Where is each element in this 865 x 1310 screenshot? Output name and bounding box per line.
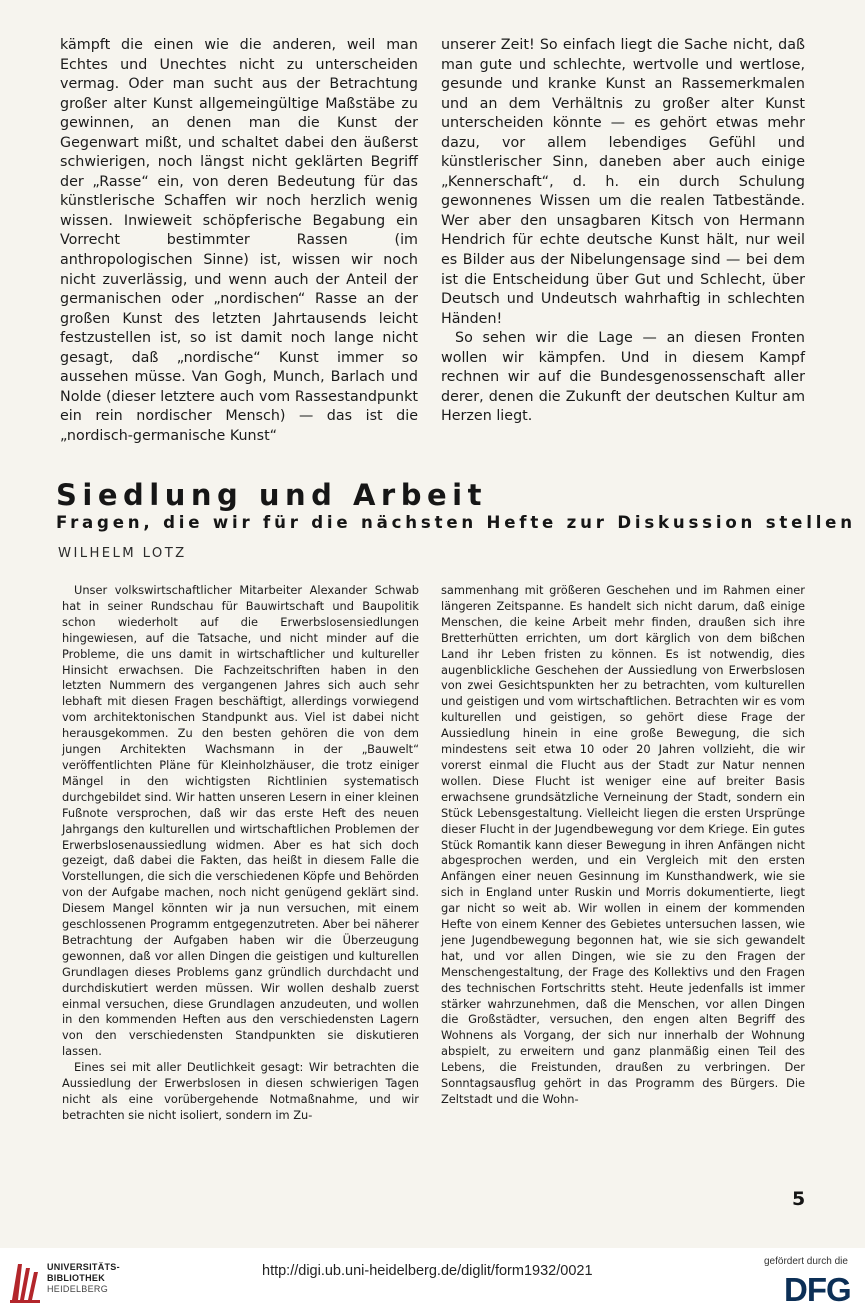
article-right-column (441, 583, 805, 1108)
article-right-paragraph-1: sammenhang mit größeren Geschehen und im Rahmen einer längeren Zeitspanne. Es handelt sich nicht darum, daß einige Menschen, die keine Arbeit mehr finden, draußen sich ihre Bretterhütten errichten, um dort kärglich von dem bißchen Land ihr Leben fristen zu können. Es ist notwendig, dies augenblickliche Geschehen der Aussiedlung von Erwerbslosen von zwei Gesichtspunkten her zu betrachten, vom kulturellen und geistigen und vom wirtschaftlichen. Betrachten wir es vom kulturellen und geistigen, so gehört diese Frage der Aussiedlung hinein in eine große Bewegung, die sich mindestens seit etwa 10 oder 20 Jahren vollzieht, die wir vorerst einmal die Flucht aus der Stadt zur Natur nennen wollen. Diese Flucht ist weniger eine auf breiter Basis erwachsene grundsätzliche Verneinung der Stadt, sondern ein Stück Lebensgestaltung. Vielleicht liegen die ersten Ursprünge dieser Flucht in der Jugendbewegung vor dem Kriege. Ein gutes Stück Romantik kann dieser Bewegung in ihren Anfängen nicht abgesprochen werden, und ein Vergleich mit den ersten Anfängen einer neuen Gesinnung im Kunsthandwerk, wie sie sich in England unter Ruskin und Morris dokumentierte, liegt gar nicht so weit ab. Wir wollen in einem der kommenden Hefte von einem Kenner des Gebietes untersuchen lassen, wie jene Jugendbewegung begonnen hat, wie sie sich gewandelt hat, und vor allen Dingen, wie sie zu den Fragen der Menschengestaltung, der Frage des Kollektivs und den Fragen des technischen Fortschritts steht. Heute jedenfalls ist immer stärker wahrzunehmen, daß die Menschen, vor allen Dingen die Großstädter, versuchen, den engen alten Begriff des Wohnens als Vorgang, der sich nur innerhalb der Wohnung abspielt, zu erweitern und ganz planmäßig einen Teil des Lebens, die Freistunden, draußen zu verbringen. Der Sonntagsausflug gehört in das Programm des Bürgers. Die Zeltstadt und die Wohn- (441, 583, 805, 1106)
library-logo-icon[interactable] (8, 1258, 42, 1304)
dfg-logo-text: DFG (784, 1271, 851, 1305)
library-name-line-1: UNIVERSITÄTS- (47, 1262, 120, 1272)
article-title: Siedlung und Arbeit (56, 478, 487, 512)
top-left-column (60, 36, 418, 446)
dfg-logo-icon[interactable] (784, 1271, 854, 1305)
top-left-paragraph-1: kämpft die einen wie die anderen, weil man Echtes und Unechtes nicht zu unterscheiden vermag. Oder man sucht aus der Betrachtung großer alter Kunst allgemeingültige Maßstäbe zu gewinnen, an denen man die Kunst der Gegenwart mißt, und schaltet dabei den äußerst schwierigen, noch längst nicht geklärten Begriff der „Rasse“ ein, von deren Bedeutung für das künstlerische Schaffen wir noch herzlich wenig wissen. Inwieweit schöpferische Begabung ein Vorrecht bestimmter Rassen (im anthropologischen Sinne) ist, wissen wir noch nicht zuverlässig, und wenn auch der Anteil der germanischen oder „nordischen“ Rasse an der großen Kunst des letzten Jahrtausends leicht festzustellen ist, so ist damit noch lange nicht gesagt, daß „nordische“ Kunst immer so aussehen müsse. Van Gogh, Munch, Barlach und Nolde (dieser letztere auch vom Rassestandpunkt ein rein nordischer Mensch) — das ist die „nordisch-germanische Kunst“ (60, 37, 418, 444)
library-name-line-2: BIBLIOTHEK (47, 1273, 105, 1283)
article-left-paragraph-2: Eines sei mit aller Deutlichkeit gesagt: Wir betrachten die Aussiedlung der Erwerbslosen in diesen schwierigen Tagen nicht als eine vorübergehende Notmaßnahme, und wir betrachten sie nicht isoliert, sondern im Zu- (62, 1060, 419, 1122)
library-name[interactable] (47, 1262, 120, 1295)
article-left-column (62, 583, 419, 1124)
article-subtitle: Fragen, die wir für die nächsten Hefte zur Diskussion stellen (56, 513, 856, 532)
article-author: WILHELM LOTZ (58, 546, 187, 561)
top-right-paragraph-2: So sehen wir die Lage — an diesen Fronten wollen wir kämpfen. Und in diesem Kampf rechnen wir auf die Bundesgenossenschaft aller derer, denen die Zukunft der deutschen Kultur am Herzen liegt. (441, 330, 805, 425)
page-number: 5 (792, 1188, 806, 1210)
footer-bar (0, 1248, 865, 1310)
top-right-paragraph-1: unserer Zeit! So einfach liegt die Sache nicht, daß man gute und schlechte, wertvolle und wertlose, gesunde und kranke Kunst an Rassemerkmalen und an dem Verhältnis zu großer alter Kunst unterscheiden könnte — es gehört etwas mehr dazu, vor allem lebendiges Gefühl und künstlerischer Sinn, daneben aber auch einige „Kennerschaft“, d. h. ein durch Schulung gewonnenes Wissen um die realen Tatbestände. Wer aber den unsagbaren Kitsch von Hermann Hendrich für echte deutsche Kunst hält, nur weil es Bilder aus der Nibelungensage sind — bei dem ist die Entscheidung über Gut und Schlecht, über Deutsch und Undeutsch wahrhaftig in schlechten Händen! (441, 37, 805, 327)
article-left-paragraph-1: Unser volkswirtschaftlicher Mitarbeiter Alexander Schwab hat in seiner Rundschau für Bauwirtschaft und Baupolitik schon wiederholt auf die Erwerbslosensiedlungen hingewiesen, auf die Tatsache, und nicht minder auf die Probleme, die uns damit in wirtschaftlicher und kultureller Hinsicht erwachsen. Die Fachzeitschriften haben in den letzten Nummern des vergangenen Jahres sich auch sehr lebhaft mit diesen Fragen beschäftigt, allerdings vorwiegend vom architektonischen Standpunkt aus. Viel ist dabei nicht herausgekommen. Zu den besten gehören die von dem jungen Architekten Wachsmann in der „Bauwelt“ veröffentlichten Pläne für Kleinholzhäuser, die trotz einiger Mängel in den wichtigsten Richtlinien systematisch durchgebildet sind. Wir hatten unseren Lesern in einer kleinen Fußnote versprochen, daß wir das erste Heft des neuen Jahrgangs den kulturellen und wirtschaftlichen Problemen der Erwerbslosenaussiedlung widmen. Aber es hat sich doch gezeigt, daß dabei die Fakten, das heißt in diesem Falle die Vorstellungen, die sich die verschiedenen Köpfe und Behörden von der Aufgabe machen, noch nicht genügend geklärt sind. Diesem Mangel könnten wir ja nun versuchen, mit einem geschlossenen Programm entgegenzutreten. Aber bei näherer Betrachtung der Aufgaben haben wir die Überzeugung gewonnen, daß vor allen Dingen die geistigen und kulturellen Grundlagen dieses Problems ganz gründlich durchdacht und durchdiskutiert werden müssen. Wir wollen deshalb zuerst einmal versuchen, diese Grundlagen anzudeuten, und wollen in den kommenden Heften aus den verschiedensten Lagern von den verschiedensten Standpunkten sie diskutieren lassen. (62, 583, 419, 1059)
top-right-column (441, 36, 805, 427)
library-name-line-3: HEIDELBERG (47, 1284, 109, 1294)
funding-caption: gefördert durch die (764, 1256, 848, 1267)
source-url-link[interactable]: http://digi.ub.uni-heidelberg.de/diglit/form1932/0021 (262, 1263, 593, 1279)
